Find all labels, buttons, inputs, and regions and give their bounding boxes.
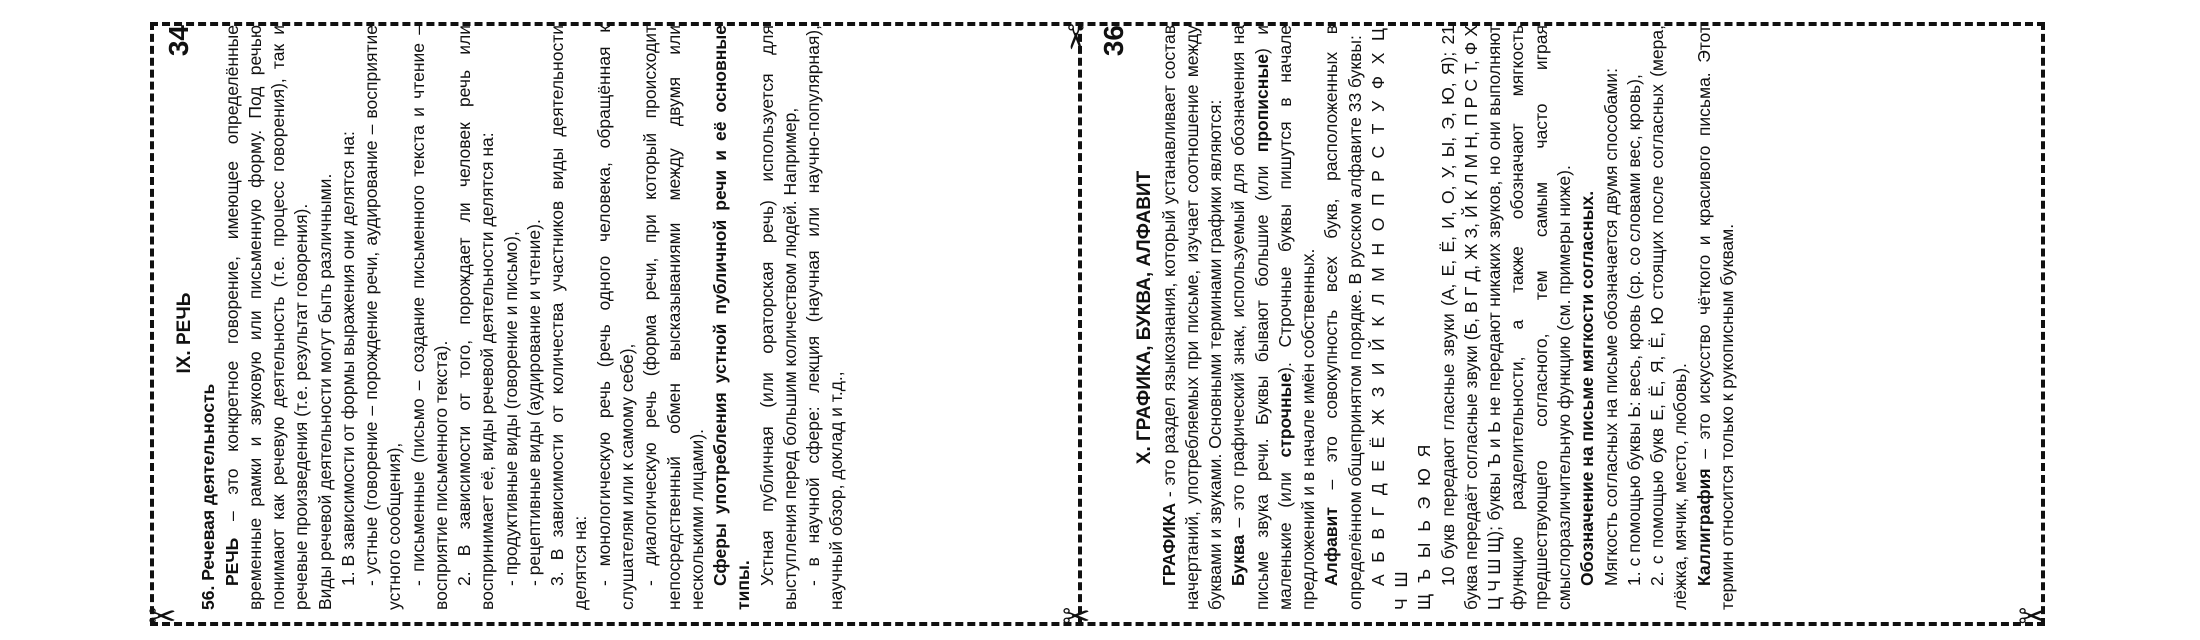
card-graphics — [1095, 25, 2025, 610]
paragraph: ГРАФИКА - это раздел языкознания, который устанавливает состав начертаний, употребляемых при письме, изучает соотношение между буквами и звуками. Основными терминами графики являются: — [1158, 25, 1226, 610]
paragraph: Каллиграфия – это искусство чёткого и красивого письма. Этот термин относится только к рукописным буквам. — [1693, 25, 1737, 610]
paragraph: 2. с помощью букв Е, Ё, Я, Ё, Ю стоящих после согласных (мера, лёжка, мячик, место, любовь). — [1647, 25, 1691, 610]
paragraph: - устные (говорение – порождение речи, аудирование – восприятие устного сообщения), — [361, 25, 405, 610]
subheading: Обозначение на письме мягкости согласных. — [1577, 190, 1598, 586]
paragraph: Устная публичная (или ораторская речь) используется для выступления перед большим количеством людей. Например, — [756, 25, 800, 610]
paragraph: Мягкость согласных на письме обозначается двумя способами: — [1600, 68, 1621, 586]
paragraph: Алфавит – это совокупность всех букв, расположенных в определённом общепринятом порядке. В русском алфавите 33 буквы: — [1321, 25, 1365, 610]
scissors-icon-bottom-left: ✂ — [148, 597, 177, 637]
bottom-cut-line — [150, 622, 2045, 626]
card-number: 36 — [1098, 25, 1129, 57]
left-cut-line — [150, 22, 154, 626]
paragraph: 2. В зависимости от того, порождает ли человек речь или воспринимает её, виды речевой деятельности делятся на: — [454, 25, 498, 610]
paragraph: - монологическую речь (речь одного человека, обращённая к слушателям или к самому себе), — [593, 25, 638, 610]
card-header — [160, 25, 197, 610]
paragraph: 10 букв передают гласные звуки (А, Е, Ё, И, О, У, Ы, Э, Ю, Я); 21 буква передаёт согласные звуки (Б, В Г Д, Ж З, Й К Л М Н, П Р С Т, Ф Х Ц Ч Ш Щ); буквы Ъ и Ь не передают никаких звуков, но они выполняют функцию разделительности, а также обозначают мягкость предшествующего согласного, тем самым часто играя смыслоразличительную функцию (см. примеры ниже). — [1437, 25, 1575, 610]
scissors-icon-bottom-middle: ✂ — [1062, 597, 1091, 637]
paragraph: - диалогическую речь (форма речи, при который происходит непосредственный обмен высказываниями между двумя или несколькими лицами). — [640, 25, 707, 610]
card-number: 34 — [163, 25, 194, 57]
paragraph: - в научной сфере: лекция (научная или научно-популярная), научный обзор, доклад и т.д., — [803, 25, 847, 610]
scissors-icon-bottom-right: ✂ — [2018, 597, 2047, 637]
section-title: X. ГРАФИКА, БУКВА, АЛФАВИТ — [1134, 170, 1156, 465]
card-header — [1095, 25, 1132, 610]
subheading: Сферы употребления устной публичной речи и её основные типы. — [710, 25, 754, 610]
middle-cut-line — [1078, 22, 1082, 626]
section-title: IX. РЕЧЬ — [173, 292, 195, 374]
paragraph: РЕЧЬ – это конкретное говорение, имеющее определённые временные рамки и звуковую или письменную форму. Под речью понимают как речевую деятельность (т.е. процесс говорения), так и речевые произведения (т.е. результат говорения). — [221, 25, 312, 610]
right-cut-line — [2041, 22, 2045, 626]
paragraph: - рецептивные виды (аудирование и чтение). — [523, 219, 544, 586]
paragraph: 1. В зависимости от формы выражения они делятся на: — [337, 131, 358, 586]
paragraph: 1. с помощью буквы Ь: весь, кровь (ср. со словами вес, кровь), — [1623, 74, 1644, 586]
alphabet-line: Щ Ъ Ы Ь Э Ю Я — [1414, 441, 1435, 610]
paragraph: Виды речевой деятельности могут быть различными. — [314, 173, 335, 610]
paragraph: Буква – это графический знак, используемый для обозначения на письме звука речи. Буквы бывают большие (или прописные) и маленькие (или строчные). Строчные буквы пишутся в начале предложений и в начале имён собственных. — [1228, 24, 1319, 610]
card-speech — [160, 25, 910, 610]
scissors-icon-top-middle: ✂ — [1054, 22, 1095, 52]
topic-heading: 56. Речевая деятельность — [198, 383, 219, 610]
paragraph: 3. В зависимости от количества участников виды деятельности делятся на: — [547, 25, 591, 610]
paragraph: - письменные (письмо – создание письменного текста и чтение – восприятие письменного текста). — [407, 25, 451, 610]
paragraph: - продуктивные виды (говорение и письмо), — [500, 231, 521, 586]
alphabet-line: А Б В Г Д Е Ё Ж З И Й К Л М Н О П Р С Т У Ф Х Ц Ч Ш — [1367, 25, 1412, 610]
